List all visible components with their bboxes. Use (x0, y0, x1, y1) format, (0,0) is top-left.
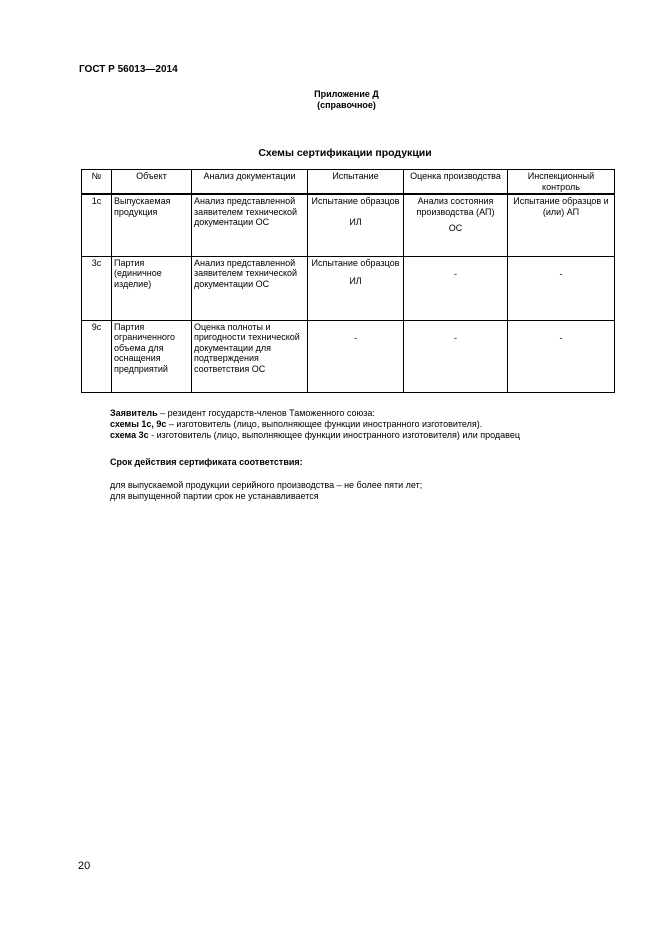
table-row (82, 320, 615, 392)
header-doc-analysis: Анализ документации (192, 170, 308, 195)
cell-inspection (508, 320, 615, 392)
page-number: 20 (78, 860, 91, 872)
header-num: № (82, 170, 112, 195)
production-text: - (454, 268, 457, 279)
cell-testing (308, 320, 404, 392)
cell-inspection (508, 256, 615, 320)
note-line (110, 430, 630, 441)
inspection-text: - (559, 332, 563, 343)
header-object: Объект (112, 170, 192, 195)
cell-testing (308, 256, 404, 320)
production-text: - (454, 332, 457, 343)
cell-production (404, 256, 508, 320)
validity-title: Срок действия сертификата соответствия: (110, 457, 303, 467)
note-text: – изготовитель (лицо, выполняющее функции иностранного изготовителя). (166, 419, 483, 429)
cell-production (404, 320, 508, 392)
cell-object: Выпускаемая продукция (112, 194, 192, 256)
header-inspection: Инспекционный контроль (508, 170, 615, 195)
testing-text: Испытание образцов (311, 196, 400, 206)
cell-object: Партия (единичное изделие) (112, 256, 192, 320)
validity-line: для выпускаемой продукции серийного производства – не более пяти лет; (110, 480, 423, 490)
annex-title: Приложение Д (314, 89, 379, 99)
table-row (82, 256, 615, 320)
cell-object: Партия ограниченного объема для оснащения предприятий (112, 320, 192, 392)
cell-num: 3с (82, 256, 112, 320)
cell-doc-analysis: Анализ представленной заявителем технической документации ОС (192, 256, 308, 320)
cell-num: 9с (82, 320, 112, 392)
note-term: схема 3с (110, 430, 149, 440)
validity-line: для выпущенной партии срок не устанавливается (110, 491, 319, 501)
note-term: схемы 1с, 9с (110, 419, 167, 429)
certification-schemes-table (81, 169, 615, 393)
cell-testing (308, 194, 404, 256)
testing-text: - (354, 332, 357, 343)
cell-num: 1с (82, 194, 112, 256)
note-text: – резидент государств-членов Таможенного союза: (157, 408, 375, 418)
validity-lines (110, 480, 422, 502)
note-line (110, 419, 630, 430)
table-row (82, 194, 615, 256)
testing-code: ИЛ (349, 276, 362, 286)
cell-inspection: Испытание образцов и (или) АП (508, 194, 615, 256)
header-production: Оценка производства (404, 170, 508, 195)
applicant-notes (110, 408, 630, 441)
inspection-text: - (559, 268, 563, 279)
note-line (110, 408, 630, 419)
table-header-row (82, 170, 615, 195)
header-testing: Испытание (308, 170, 404, 195)
cell-doc-analysis: Анализ представленной заявителем технической документации ОС (192, 194, 308, 256)
note-text: - изготовитель (лицо, выполняющее функции иностранного изготовителя) или продавец (148, 430, 521, 440)
production-code: ОС (448, 223, 463, 233)
testing-text: Испытание образцов (311, 257, 400, 268)
testing-code: ИЛ (349, 216, 362, 227)
annex-type: (справочное) (317, 100, 376, 110)
standard-header: ГОСТ Р 56013—2014 (79, 64, 178, 75)
document-title: Схемы сертификации продукции (258, 147, 432, 159)
note-term: Заявитель (110, 408, 158, 418)
cell-doc-analysis: Оценка полноты и пригодности технической документации для подтверждения соответствия ОС (192, 320, 308, 392)
cell-production (404, 194, 508, 256)
production-text: Анализ состояния производства (АП) (416, 196, 495, 217)
